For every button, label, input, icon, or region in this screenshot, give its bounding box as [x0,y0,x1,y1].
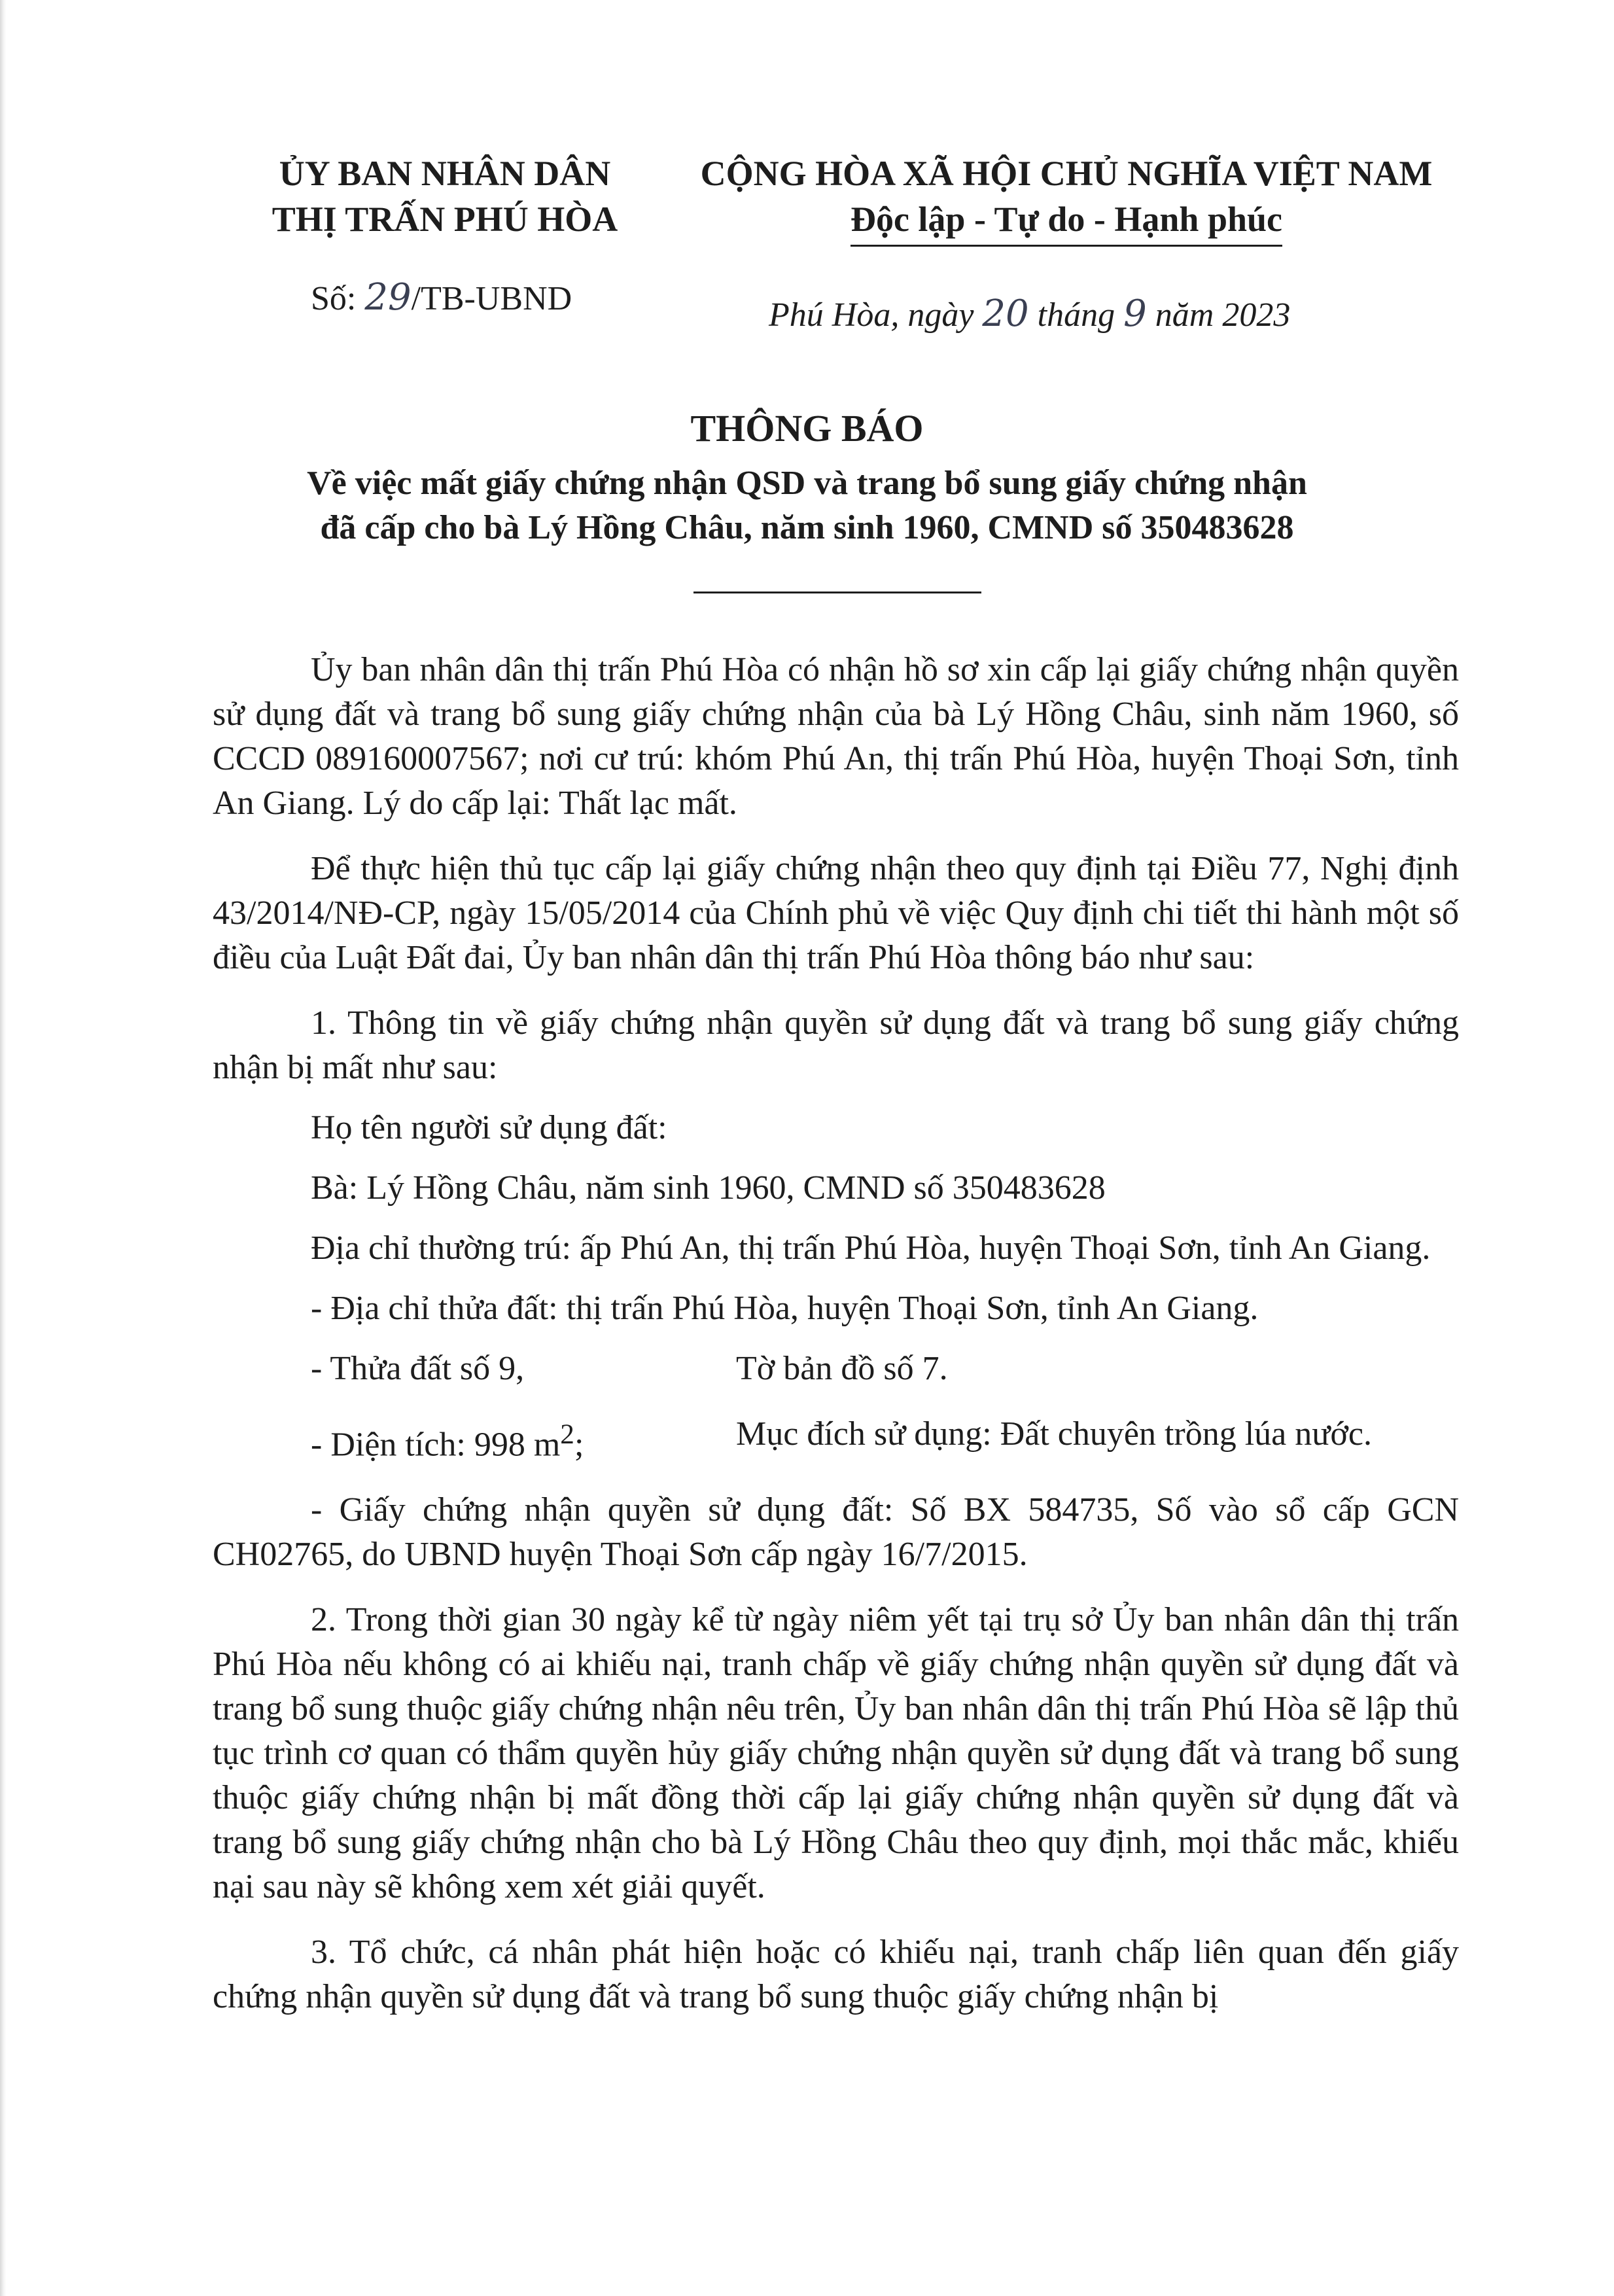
area-text: - Diện tích: 998 m [311,1426,561,1464]
area-row [213,1412,1459,1467]
land-area [311,1412,736,1467]
date-place: Phú Hòa, ngày [769,296,983,334]
date-line [769,291,1290,338]
paragraph-address: Địa chỉ thường trú: ấp Phú An, thị trấn Phú Hòa, huyện Thoại Sơn, tỉnh An Giang. [311,1229,1431,1267]
date-month-word: tháng [1028,296,1124,334]
document-body [213,648,1459,2040]
subtitle-line-2: đã cấp cho bà Lý Hồng Châu, năm sinh 1960, CMND số 350483628 [320,509,1294,546]
date-year: năm 2023 [1146,296,1291,334]
agency-line-1: ỦY BAN NHÂN DÂN [279,154,611,193]
document-number [311,275,572,322]
date-day: 20 [982,292,1029,335]
paragraph-section-2: 2. Trong thời gian 30 ngày kể từ ngày niêm yết tại trụ sở Ủy ban nhân dân thị trấn Phú Hòa nếu không có ai khiếu nại, tranh chấp về giấy chứng nhận quyền sử dụng đất và trang bổ sung thuộc giấy chứng nhận nêu trên, Ủy ban nhân dân thị trấn Phú Hòa sẽ lập thủ tục trình cơ quan có thẩm quyền hủy giấy chứng nhận quyền sử dụng đất và trang bổ sung thuộc giấy chứng nhận bị mất đồng thời cấp lại giấy chứng nhận quyền sử dụng đất và trang bổ sung giấy chứng nhận cho bà Lý Hồng Châu theo quy định, mọi thắc mắc, khiếu nại sau này sẽ không xem xét giải quyết. [213,1601,1459,1906]
map-sheet-number: Tờ bản đồ số 7. [736,1350,948,1387]
document-title: THÔNG BÁO [690,407,924,450]
issuing-agency [249,150,641,242]
paragraph-intro: Ủy ban nhân dân thị trấn Phú Hòa có nhận hồ sơ xin cấp lại giấy chứng nhận quyền sử dụng đất và trang bổ sung giấy chứng nhận của bà Lý Hồng Châu, sinh năm 1960, số CCCD 089160007567; nơi cư trú: khóm Phú An, thị trấn Phú Hòa, huyện Thoại Sơn, tỉnh An Giang. Lý do cấp lại: Thất lạc mất. [213,651,1459,822]
doc-number-prefix: Số: [311,280,365,317]
land-use-purpose: Mục đích sử dụng: Đất chuyên trồng lúa nước. [736,1415,1373,1453]
paragraph-parcel-address: - Địa chỉ thửa đất: thị trấn Phú Hòa, huyện Thoại Sơn, tỉnh An Giang. [311,1290,1259,1327]
paragraph-certificate: - Giấy chứng nhận quyền sử dụng đất: Số BX 584735, Số vào sổ cấp GCN CH02765, do UBND huyện Thoại Sơn cấp ngày 16/7/2015. [213,1491,1459,1574]
document-subtitle [131,461,1483,550]
title-divider [693,592,981,593]
scan-edge [0,0,7,2296]
doc-number-handwritten: 29 [364,276,412,319]
national-motto: Độc lập - Tự do - Hạnh phúc [851,196,1282,247]
date-month: 9 [1123,292,1147,335]
parcel-row [213,1347,1459,1391]
agency-line-2: THỊ TRẤN PHÚ HÒA [272,200,618,239]
subtitle-line-1: Về việc mất giấy chứng nhận QSD và trang bổ sung giấy chứng nhận [307,465,1307,502]
paragraph-section-3: 3. Tổ chức, cá nhân phát hiện hoặc có khiếu nại, tranh chấp liên quan đến giấy chứng nhận quyền sử dụng đất và trang bổ sung thuộc giấy chứng nhận bị [213,1934,1459,2016]
paragraph-legal-basis: Để thực hiện thủ tục cấp lại giấy chứng nhận theo quy định tại Điều 77, Nghị định 43/2014/NĐ-CP, ngày 15/05/2014 của Chính phủ về việc Quy định chi tiết thi hành một số điều của Luật Đất đai, Ủy ban nhân dân thị trấn Phú Hòa thông báo như sau: [213,850,1459,976]
paragraph-section-1: 1. Thông tin về giấy chứng nhận quyền sử dụng đất và trang bổ sung giấy chứng nhận bị mất như sau: [213,1004,1459,1086]
parcel-number: - Thửa đất số 9, [311,1350,525,1387]
area-end: ; [574,1426,584,1464]
nation-name: CỘNG HÒA XÃ HỘI CHỦ NGHĨA VIỆT NAM [700,154,1433,193]
national-heading [680,150,1452,247]
paragraph-land-user-label: Họ tên người sử dụng đất: [311,1109,667,1146]
paragraph-land-user: Bà: Lý Hồng Châu, năm sinh 1960, CMND số 350483628 [311,1169,1106,1207]
area-unit-superscript: 2 [560,1419,574,1450]
doc-number-suffix: /TB-UBND [411,280,572,317]
